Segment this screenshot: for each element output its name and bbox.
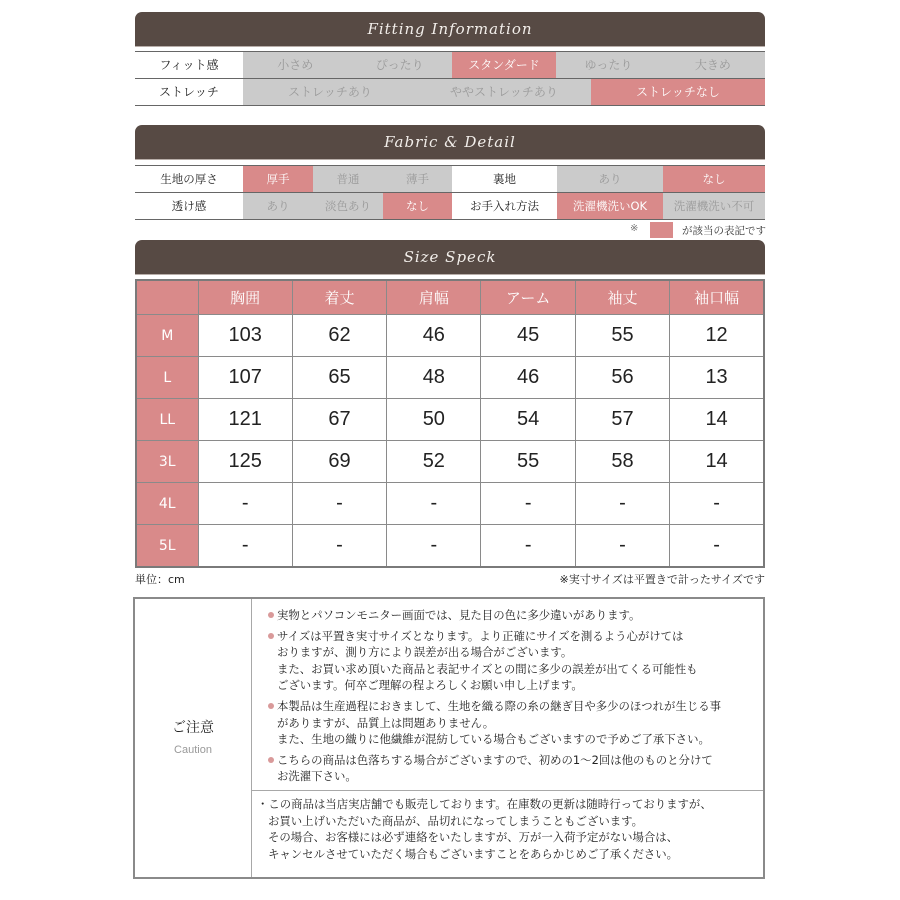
column-header: 袖丈 (575, 280, 669, 315)
size-label: 3L (136, 441, 198, 483)
size-value: 14 (670, 399, 764, 441)
caution-item (277, 607, 763, 624)
caution-title: ご注意 (172, 720, 214, 736)
size-value: 14 (670, 441, 764, 483)
fit-option: スタンダード (452, 52, 556, 78)
fabric-option: 厚手 (243, 166, 313, 192)
size-value: 103 (198, 315, 292, 357)
size-value: 46 (387, 315, 481, 357)
table-row (136, 357, 764, 399)
fitting-section-header: Fitting Information (135, 12, 765, 46)
size-value: 125 (198, 441, 292, 483)
bullet-icon (268, 757, 274, 763)
stretch-option: ストレッチなし (591, 79, 765, 105)
table-row (136, 441, 764, 483)
caution-item (277, 698, 763, 748)
size-value: 45 (481, 315, 575, 357)
caution-line: また、生地の織りに他繊維が混紡している場合もございますので予めご了承下さい。 (277, 732, 710, 747)
size-value: 12 (670, 315, 764, 357)
size-value: 50 (387, 399, 481, 441)
size-value: - (198, 483, 292, 525)
size-label: L (136, 357, 198, 399)
fabric-option: 淡色あり (313, 193, 383, 219)
size-value: - (198, 525, 292, 568)
fabric-section-header: Fabric & Detail (135, 125, 765, 159)
legend-swatch (650, 222, 673, 238)
size-value: 58 (575, 441, 669, 483)
fabric-row (135, 193, 765, 220)
row-label: お手入れ方法 (452, 193, 557, 219)
fit-option: 大きめ (661, 52, 765, 78)
size-header-row (136, 280, 764, 315)
fitting-row-fit (135, 52, 765, 79)
size-label: M (136, 315, 198, 357)
size-value: - (481, 483, 575, 525)
stretch-option: ややストレッチあり (417, 79, 591, 105)
size-value: 107 (198, 357, 292, 399)
size-value: 55 (481, 441, 575, 483)
size-value: 13 (670, 357, 764, 399)
fabric-option: 薄手 (383, 166, 452, 192)
size-value: 48 (387, 357, 481, 399)
table-row (136, 399, 764, 441)
size-value: - (575, 483, 669, 525)
corner-cell (136, 280, 198, 315)
caution-item (277, 628, 763, 694)
bullet-icon (268, 633, 274, 639)
size-value: 62 (292, 315, 386, 357)
column-header: 胸囲 (198, 280, 292, 315)
fit-option: ゆったり (556, 52, 660, 78)
caution-line: 本製品は生産過程におきまして、生地を織る際の糸の継ぎ目や多少のほつれが生じる事 (277, 698, 722, 713)
caution-subtitle: Caution (174, 744, 212, 756)
fabric-option: あり (557, 166, 663, 192)
size-value: 67 (292, 399, 386, 441)
caution-line: こちらの商品は色落ちする場合がございますので、初めの1～2回は他のものと分けて (277, 752, 713, 767)
size-value: - (575, 525, 669, 568)
caution-line: また、お買い求め頂いた商品と表記サイズとの間に多少の誤差が出てくる可能性も (277, 661, 698, 676)
size-label: 5L (136, 525, 198, 568)
stretch-option: ストレッチあり (243, 79, 417, 105)
caution-box (133, 597, 765, 879)
fabric-option: 洗濯機洗い不可 (663, 193, 765, 219)
fit-option: 小さめ (243, 52, 347, 78)
caution-line: お洗濯下さい。 (277, 769, 357, 784)
size-value: 46 (481, 357, 575, 399)
legend-text: が該当の表記です (682, 225, 766, 237)
fabric-option: あり (243, 193, 313, 219)
size-value: 52 (387, 441, 481, 483)
size-label: 4L (136, 483, 198, 525)
bullet-icon (268, 612, 274, 618)
fitting-row-stretch (135, 79, 765, 106)
size-section-header: Size Speck (135, 240, 765, 274)
size-value: 65 (292, 357, 386, 399)
size-value: - (387, 525, 481, 568)
size-value: 54 (481, 399, 575, 441)
size-value: - (670, 483, 764, 525)
column-header: 袖口幅 (670, 280, 764, 315)
fabric-table (135, 165, 765, 220)
size-table (135, 279, 765, 568)
notice-line: その場合、お客様には必ず連絡をいたしますが、万が一入荷予定がない場合は、 (268, 830, 679, 845)
size-value: 56 (575, 357, 669, 399)
size-value: 69 (292, 441, 386, 483)
size-value: - (292, 483, 386, 525)
size-value: 121 (198, 399, 292, 441)
fabric-option: 洗濯機洗いOK (557, 193, 663, 219)
row-label: フィット感 (135, 52, 243, 78)
notice-line: キャンセルさせていただく場合もございますことをあらかじめご了承ください。 (268, 846, 679, 861)
legend-mark: ※ (630, 223, 639, 234)
caution-notes (252, 599, 763, 791)
measurement-note: ※実寸サイズは平置きで計ったサイズです (559, 573, 765, 586)
size-value: - (292, 525, 386, 568)
size-value: 55 (575, 315, 669, 357)
notice-line: ・この商品は当店実店舗でも販売しております。在庫数の更新は随時行っておりますが、 (257, 797, 712, 811)
fabric-option: 普通 (313, 166, 383, 192)
fit-option: ぴったり (347, 52, 451, 78)
size-value: - (387, 483, 481, 525)
unit-label: 単位：cm (135, 573, 185, 586)
notice-line: お買い上げいただいた商品が、品切れになってしまうこともございます。 (268, 813, 643, 828)
caution-heading (135, 599, 252, 877)
column-header: 肩幅 (387, 280, 481, 315)
store-notice (252, 791, 763, 877)
size-label: LL (136, 399, 198, 441)
caution-content (252, 599, 763, 877)
size-value: - (481, 525, 575, 568)
fitting-table (135, 51, 765, 106)
fabric-row (135, 166, 765, 193)
row-label: 透け感 (135, 193, 243, 219)
row-label: ストレッチ (135, 79, 243, 105)
size-value: 57 (575, 399, 669, 441)
size-value: - (670, 525, 764, 568)
caution-line: がありますが、品質上は問題ありません。 (277, 715, 495, 730)
table-row (136, 315, 764, 357)
caution-line: サイズは平置き実寸サイズとなります。より正確にサイズを測るよう心がけては (277, 628, 684, 643)
caution-item (277, 752, 763, 785)
table-row (136, 483, 764, 525)
highlight-legend (600, 221, 765, 238)
column-header: 着丈 (292, 280, 386, 315)
fabric-option: なし (383, 193, 452, 219)
bullet-icon (268, 703, 274, 709)
row-label: 生地の厚さ (135, 166, 243, 192)
caution-line: おりますが、測り方により誤差が出る場合がございます。 (277, 645, 573, 660)
caution-line: 実物とパソコンモニター画面では、見た目の色に多少違いがあります。 (277, 608, 641, 622)
caution-line: ございます。何卒ご理解の程よろしくお願い申し上げます。 (277, 678, 583, 693)
fabric-option: なし (663, 166, 765, 192)
column-header: アーム (481, 280, 575, 315)
row-label: 裏地 (452, 166, 557, 192)
table-row (136, 525, 764, 568)
